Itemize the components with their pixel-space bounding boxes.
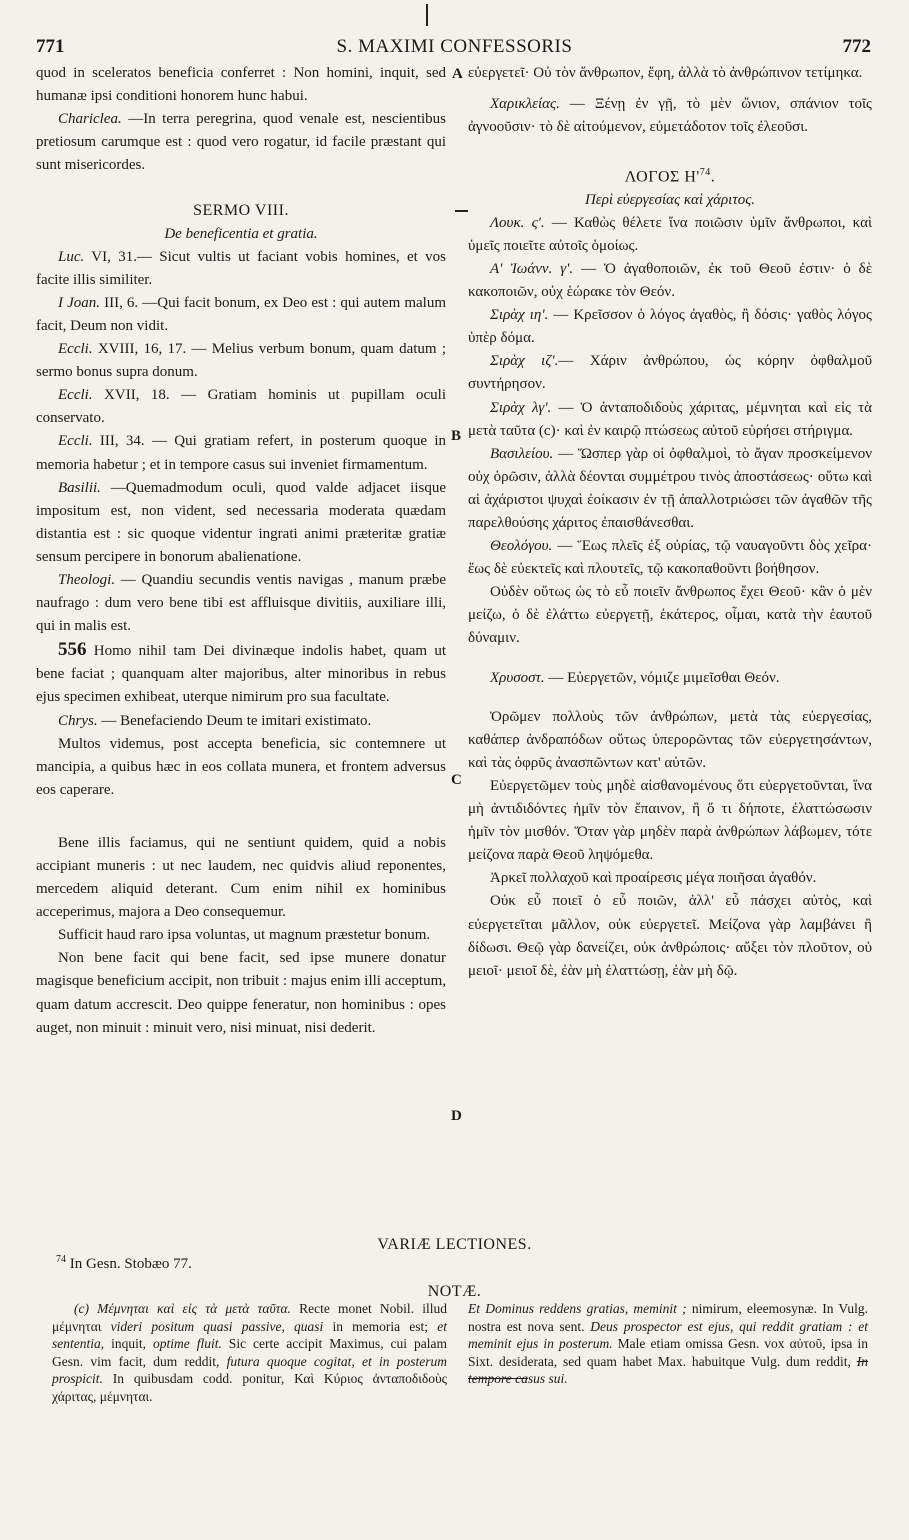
greek-paragraph: Ἀρκεῖ πολλαχοῦ καὶ προαίρεσις μέγα ποιῆσαι ἀγαθόν. — [490, 870, 817, 887]
latin-paragraph: Luc. VI, 31.— Sicut vultis ut faciant vobis homines, et vos facite illis similiter. — [36, 248, 446, 288]
right-page-number: 772 — [842, 36, 871, 57]
latin-paragraph: 556 Homo nihil tam Dei divinæque indolis habet, quam ut bene faciat ; quanquam alter majoribus, alter minoribus in rebus ejus specimen exhibeat, uterque nimirum pro sua facultate. — [36, 639, 446, 706]
greek-column — [468, 62, 872, 983]
latin-paragraph: Bene illis faciamus, qui ne sentiunt quidem, quid a nobis accipiant muneris : ut nec laudem, nec quidvis aliud reponentes, mercedem aliquid deterant. Cum enim nihil ex hominibus acceperimus, majora a Deo consequemur. — [36, 834, 446, 921]
greek-paragraph: Θεολόγου. — Ἕως πλεῖς ἐξ οὐρίας, τῷ ναυαγοῦντι δὸς χεῖρα· ἕως δὲ εὐεκτεῖς καὶ πλουτεῖς, τῷ κακοπαθοῦντι βοήθησον. — [468, 538, 872, 578]
margin-letter-a: A — [452, 66, 463, 82]
latin-paragraph: Eccli. III, 34. — Qui gratiam refert, in posterum quoque in memoria habetur ; et in tempore casus sui inveniet firmamentum. — [36, 433, 446, 473]
latin-paragraph: Eccli. XVIII, 16, 17. — Melius verbum bonum, quam datum ; sermo bonus supra donum. — [36, 341, 446, 381]
greek-paragraph: Βασιλείου. — Ὥσπερ γὰρ οἱ ὀφθαλμοὶ, τὸ ἄγαν προσκείμενον οὐχ ὁρῶσιν, ἀλλὰ δέονται συμμέτρου τινὸς ἀποστάσεως· οὕτω καὶ αἱ ἀχάριστοι ψυχαὶ ἐοίκασιν ἐν τῇ ἀπαλλοτριώσει τῶν ἀγαθῶν τῆς παρελθούσης χάριτος ἐπαισθάνεσθαι. — [468, 445, 872, 532]
greek-paragraph: Σιρὰχ ιη'. — Κρεῖσσον ὁ λόγος ἀγαθὸς, ἢ δόσις· γαθὸς λόγος ὑπὲρ δόμα. — [468, 307, 872, 347]
top-rule-mark — [426, 4, 428, 26]
latin-paragraph: Chrys. — Benefaciendo Deum te imitari existimato. — [58, 712, 372, 729]
note-paragraph: Et Dominus reddens gratias, meminit ; nimirum, eleemosynæ. In Vulg. nostra est nova sent. Deus prospector est ejus, qui reddit gratiam : et meminit ejus in posterum. Male etiam omissa Gesn. vox αὐτοῦ, ipsa in Sixt. desiderata, sed quam habet Max. habuitque Vulg. dum reddit, In tempore casus sui. — [468, 1301, 868, 1387]
column-separator-dash — [455, 210, 468, 212]
column-number-marker: 556 — [58, 639, 87, 661]
struck-text: In tempore casus sui. — [468, 1353, 868, 1387]
greek-paragraph: Λουκ. ς'. — Καθὼς θέλετε ἵνα ποιῶσιν ὑμῖν ἄνθρωποι, καὶ ὑμεῖς ποιεῖτε αὐτοῖς ὁμοίως. — [468, 214, 872, 254]
latin-sermon-heading: SERMO VIII. — [193, 202, 289, 220]
greek-logos-subheading: Περὶ εὐεργεσίας καὶ χάριτος. — [584, 191, 756, 208]
greek-paragraph: εὐεργετεῖ· Οὐ τὸν ἄνθρωπον, ἔφη, ἀλλὰ τὸ ἀνθρώπινον τετίμηκα. — [468, 65, 863, 81]
latin-paragraph: Eccli. XVII, 18. — Gratiam hominis ut pupillam oculi conservato. — [36, 387, 446, 427]
greek-paragraph: Χρυσοστ. — Εὐεργετῶν, νόμιζε μιμεῖσθαι Θεόν. — [490, 669, 780, 686]
greek-paragraph: Σιρὰχ ιζ'.— Χάριν ἀνθρώπου, ὡς κόρην ὀφθαλμοῦ συντήρησον. — [468, 353, 872, 393]
left-page-number: 771 — [36, 36, 65, 57]
note-paragraph: (c) Μέμνηται καὶ εἰς τὰ μετὰ ταῦτα. Recte monet Nobil. illud μέμνηται videri positum quasi passive, quasi in memoria est; et sententia, inquit, optime fluit. Sic certe accipit Maximus, cui palam Gesn. vim facit, dum reddit, futura quoque cogitat, et in posterum prospicit. In quibusdam codd. ponitur, Καὶ Κύριος ἀνταποδιδοὺς χάριτας, μέμνηται. — [52, 1301, 448, 1404]
running-title: S. MAXIMI CONFESSORIS — [336, 36, 573, 57]
latin-sermon-subheading: De beneficentia et gratia. — [164, 225, 318, 242]
latin-paragraph: Basilii. —Quemadmodum oculi, quod valde adjacet iisque impositum est, non vident, sed necessaria moderata quædam distantia est : sic quoque videntur ingrati animi præteritæ gratiæ sensum percipere in bonorum abalienatione. — [36, 479, 446, 565]
margin-letter-b: B — [451, 428, 462, 444]
variant-footnote: $^{74}$ In Gesn. Stobæo 77. — [56, 1254, 192, 1272]
latin-paragraph: Non bene facit qui bene facit, sed ipse munere donatur magisque beneficium accipit, non tribuit : majus enim illi acceptum, quam datum accrescit. Deo quippe feneratur, non hominibus : opes auget, non minuit : minuit vero, nisi minuat, nisi dederit. — [36, 950, 446, 1036]
notae-heading: NOTÆ. — [427, 1283, 482, 1300]
greek-paragraph: Χαρικλείας. — Ξένῃ ἐν γῇ, τὸ μὲν ὤνιον, σπάνιον τοῖς ἀγνοοῦσιν· τὸ δὲ αἰτούμενον, εὐμετάδοτον τοῖς ἐλεοῦσι. — [468, 96, 872, 136]
notae-right-column — [468, 1300, 868, 1388]
greek-paragraph: Οὐδὲν οὕτως ὡς τὸ εὖ ποιεῖν ἄνθρωπος ἔχει Θεοῦ· κἂν ὁ μὲν μείζω, ὁ δὲ ἐλάττω εὐεργετῇ, ἑκάτερος, οἶμαι, κατὰ τὴν ἑαυτοῦ δύναμιν. — [468, 584, 872, 647]
latin-paragraph: Theologi. — Quandiu secundis ventis navigas , manum præbe naufrago : dum vero bene tibi est affluisque divitiis, auxiliare illi, qui in malis est. — [36, 571, 446, 635]
greek-paragraph: Οὐκ εὖ ποιεῖ ὁ εὖ ποιῶν, ἀλλ' εὖ πάσχει αὐτὸς, καὶ εὐεργετεῖται μᾶλλον, οὐκ εὐεργετεῖ. Μείζονα γὰρ λαμβάνει ἢ δίδωσι. Θεῷ γὰρ δανείζει, οὐκ ἀνθρώποις· αὔξει τὸν πλοῦτον, οὐ μειοῖ· μειοῖ δὲ, ἐὰν μὴ ἐλαττώσῃ, ἐὰν μὴ δῷ. — [468, 893, 872, 979]
margin-letter-d: D — [451, 1108, 462, 1124]
latin-paragraph: quod in sceleratos beneficia conferret : Non homini, inquit, sed humanæ ipsi conditioni honorem hunc habui. — [36, 65, 446, 105]
latin-paragraph: I Joan. III, 6. —Qui facit bonum, ex Deo est : qui autem malum facit, Deum non vidit. — [36, 294, 446, 334]
latin-paragraph: Multos videmus, post accepta beneficia, sic contemnere ut mancipia, a quibus hæc in eos collata munera, et frontem adversus eos caperare. — [36, 735, 446, 798]
greek-paragraph: Ὁρῶμεν πολλοὺς τῶν ἀνθρώπων, μετὰ τὰς εὐεργεσίας, καθάπερ ἀνδραπόδων οὕτως ὑπερορῶντας τῶν εὐεργετησάντων, καὶ τὰς ὀφρῦς ἀνασπῶντων κατ' αὐτῶν. — [468, 708, 872, 771]
latin-paragraph: Chariclea. —In terra peregrina, quod venale est, nescientibus pretiosum carumque est : quod vero rogatur, id facile præstant qui sunt misericordes. — [36, 111, 446, 174]
greek-paragraph: Εὐεργετῶμεν τοὺς μηδὲ αἰσθανομένους ὅτι εὐεργετοῦνται, ἵνα μὴ ἀντιδιδόντες ἡμῖν τὸν ἔπαινον, ἢ ὅ τι δήποτε, ἐλαττώσωσιν ἡμῖν τὸν μισθόν. Ὅταν γὰρ μηδὲν παρὰ ἀνθρώπων λάβωμεν, τότε μείζονα παρὰ Θεοῦ ληψόμεθα. — [468, 777, 872, 864]
greek-paragraph: Σιρὰχ λγ'. — Ὁ ἀνταποδιδοὺς χάριτας, μέμνηται καὶ εἰς τὰ μετὰ ταῦτα (c)· καὶ ἐν καιρῷ πτώσεως αὐτοῦ εὑρήσει στήριγμα. — [468, 399, 873, 439]
notae-left-column — [52, 1300, 447, 1406]
greek-paragraph: Α' Ἰωάνν. γ'. — Ὁ ἀγαθοποιῶν, ἐκ τοῦ Θεοῦ ἐστιν· ὁ δὲ κακοποιῶν, οὐχ ἑώρακε τὸν Θεόν. — [468, 260, 872, 301]
margin-letter-c: C — [451, 772, 462, 788]
greek-logos-heading: ΛΟΓΟΣ $H'^{74}$. — [624, 167, 716, 186]
latin-paragraph: Sufficit haud raro ipsa voluntas, ut magnum præstetur bonum. — [58, 927, 431, 944]
variae-lectiones-heading: VARIÆ LECTIONES. — [377, 1236, 532, 1253]
latin-column — [36, 62, 446, 1040]
